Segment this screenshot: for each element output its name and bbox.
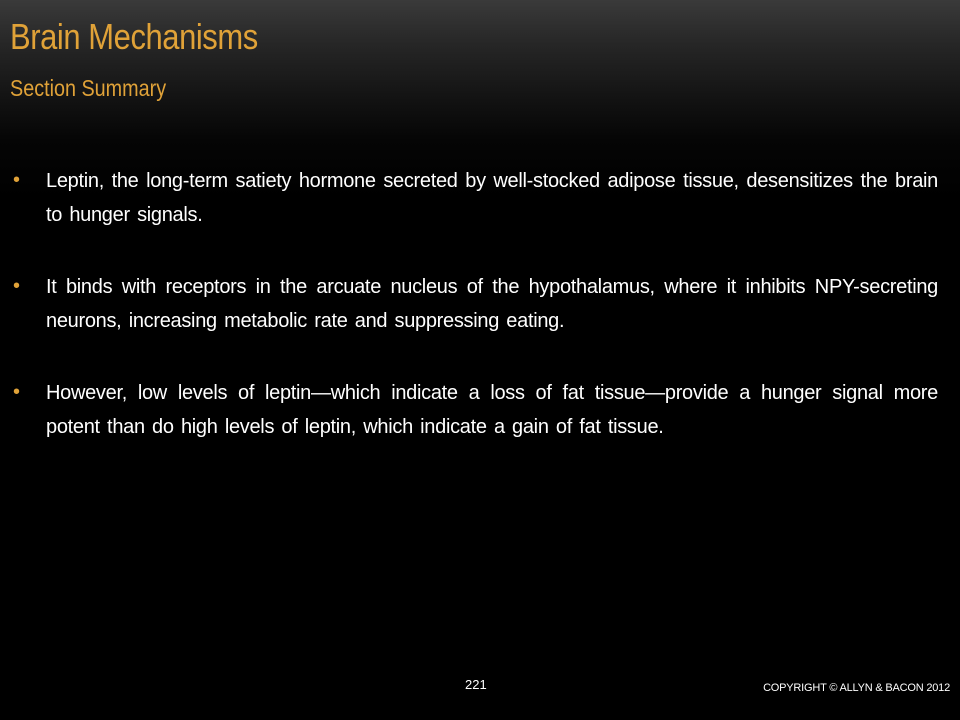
slide-subtitle: Section Summary bbox=[10, 75, 167, 101]
page-number: 221 bbox=[465, 677, 487, 692]
bullet-text: Leptin, the long-term satiety hormone secreted by well-stocked adipose tissue, desensitizes the brain to hunger signals. bbox=[46, 170, 938, 226]
bullet-list bbox=[10, 164, 938, 482]
copyright-notice: COPYRIGHT © ALLYN & BACON 2012 bbox=[763, 682, 950, 694]
bullet-item bbox=[10, 376, 938, 444]
bullet-item bbox=[10, 164, 938, 232]
bullet-dot-icon: • bbox=[13, 381, 21, 403]
bullet-dot-icon: • bbox=[13, 275, 21, 297]
bullet-text: It binds with receptors in the arcuate nucleus of the hypothalamus, where it inhibits NPY-secreting neurons, increasing metabolic rate and suppressing eating. bbox=[46, 276, 938, 332]
bullet-text: However, low levels of leptin—which indicate a loss of fat tissue—provide a hunger signal more potent than do high levels of leptin, which indicate a gain of fat tissue. bbox=[46, 382, 938, 438]
bullet-dot-icon: • bbox=[13, 169, 21, 191]
slide-title: Brain Mechanisms bbox=[10, 16, 258, 57]
bullet-item bbox=[10, 270, 938, 338]
